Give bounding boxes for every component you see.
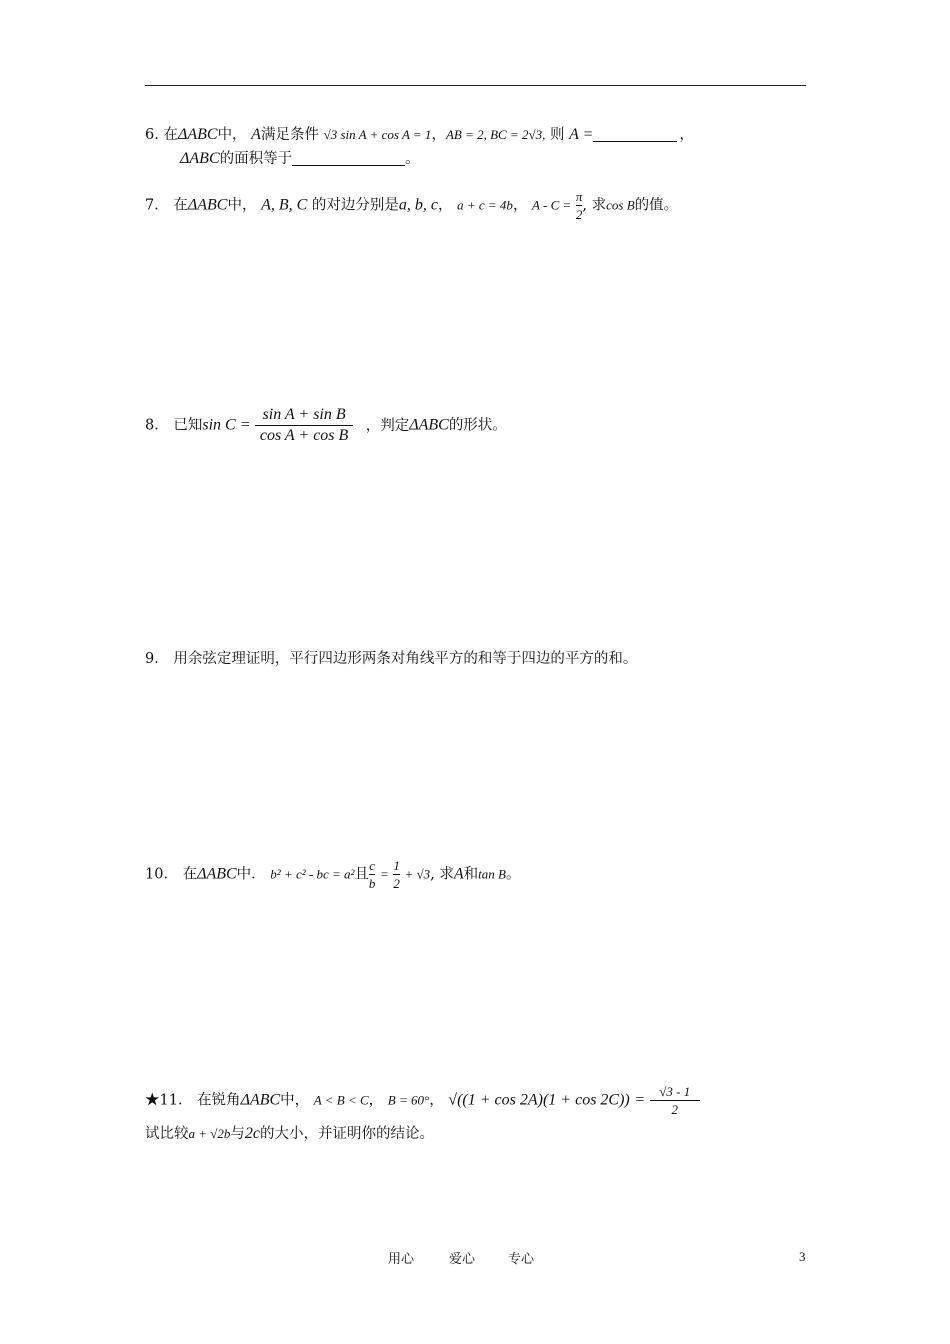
- problem-number: 6.: [145, 127, 159, 143]
- text: 在: [182, 866, 198, 883]
- text: 的面积等于: [219, 151, 293, 167]
- math-expression: √3 sin A + cos A = 1: [323, 127, 432, 142]
- denominator: 2: [650, 1100, 700, 1118]
- problem-number: 7．: [145, 197, 169, 214]
- text: ，: [679, 127, 694, 143]
- problem-number: 10．: [145, 866, 178, 883]
- text: 与: [230, 1126, 245, 1142]
- text: ，: [431, 127, 446, 143]
- math-expression: b² + c² - bc = a²: [270, 866, 355, 882]
- problem-number: 8．: [145, 417, 169, 434]
- text: ，: [438, 197, 453, 214]
- text: 的对边分别是: [311, 197, 399, 214]
- math-expression: √((1 + cos 2A)(1 + cos 2C)): [448, 1091, 630, 1109]
- text: 中，: [280, 1092, 310, 1109]
- denominator: cos A + cos B: [255, 425, 353, 446]
- star-icon: ★: [145, 1092, 160, 1109]
- text: 中，: [227, 197, 257, 214]
- denominator: b: [368, 876, 376, 891]
- math-expression: B = 60°: [387, 1092, 430, 1108]
- math-var: A: [251, 126, 261, 143]
- problem-11-line-2: [145, 1124, 434, 1144]
- math-expression: + √3: [404, 866, 431, 882]
- denominator: 2: [393, 876, 400, 891]
- triangle-symbol: ΔABC: [187, 196, 228, 214]
- text: ，: [429, 1092, 444, 1109]
- problem-9: [145, 649, 637, 669]
- text: 中．: [236, 866, 266, 883]
- text: ，: [512, 197, 528, 214]
- numerator: √3 - 1: [659, 1084, 691, 1099]
- problem-6-line-1: [145, 125, 694, 145]
- fraction: [650, 1083, 700, 1118]
- numerator: c: [369, 858, 376, 873]
- text: 满足条件: [260, 127, 319, 143]
- text: ，判定: [365, 417, 410, 434]
- triangle-symbol: ΔABC: [197, 865, 237, 883]
- problem-8: [145, 405, 507, 446]
- answer-blank[interactable]: [292, 165, 405, 166]
- text: 在: [163, 127, 178, 143]
- problem-6-line-2: [180, 149, 420, 169]
- fraction: [369, 857, 376, 892]
- text: 且: [354, 866, 369, 883]
- math-expression: A - C =: [532, 197, 572, 213]
- math-expression: sin C =: [202, 416, 251, 434]
- problem-number: 11．: [159, 1092, 193, 1109]
- math-expression: a + c = 4b: [457, 197, 513, 213]
- math-expression: a, b, c: [398, 196, 438, 214]
- answer-blank[interactable]: [593, 141, 677, 142]
- text: 的形状。: [448, 417, 507, 434]
- math-expression: =: [634, 1091, 646, 1109]
- fraction: [255, 405, 353, 446]
- math-expression: A =: [569, 126, 594, 143]
- math-expression: A < B < C: [313, 1092, 369, 1108]
- text: , 求: [582, 197, 607, 214]
- math-expression: cos B: [606, 197, 635, 213]
- denominator: 2: [575, 207, 583, 222]
- text: 在: [173, 197, 188, 214]
- math-expression: a + √2b: [188, 1126, 231, 1141]
- text: 则: [549, 127, 565, 143]
- problem-text: 用余弦定理证明，平行四边形两条对角线平方的和等于四边的平方的和。: [173, 651, 638, 667]
- numerator: sin A + sin B: [262, 406, 346, 423]
- problem-number: 9．: [145, 651, 169, 667]
- text: 在锐角: [197, 1092, 241, 1109]
- math-var: A: [453, 865, 464, 883]
- footer-item-2: 爱心: [449, 1252, 476, 1267]
- text: ，: [368, 1092, 384, 1109]
- math-expression: tan B: [478, 866, 506, 882]
- math-expression: 2c: [244, 1125, 261, 1142]
- text: 。: [505, 866, 521, 883]
- text: 和: [463, 866, 479, 883]
- page-number: 3: [799, 1249, 806, 1264]
- text: 。: [405, 151, 420, 167]
- triangle-symbol: ΔABC: [409, 416, 449, 434]
- header-rule: [145, 85, 806, 86]
- problem-10: [145, 857, 520, 892]
- text: 的大小，并证明你的结论。: [260, 1126, 435, 1142]
- footer-item-3: 专心: [508, 1252, 535, 1267]
- text: 中，: [217, 127, 247, 143]
- text: 试比较: [145, 1126, 189, 1142]
- math-expression: A, B, C: [261, 196, 308, 214]
- triangle-symbol: ΔABC: [240, 1091, 281, 1109]
- triangle-symbol: ΔABC: [177, 126, 218, 143]
- math-expression: =: [380, 866, 389, 882]
- problem-7: [145, 188, 678, 223]
- text: , 求: [430, 866, 454, 883]
- text: 的值。: [634, 197, 679, 214]
- math-expression: AB = 2, BC = 2√3,: [445, 127, 546, 142]
- footer-item-1: 用心: [388, 1252, 415, 1267]
- text: 已知: [173, 417, 203, 434]
- problem-11-line-1: [145, 1083, 700, 1118]
- triangle-symbol: ΔABC: [180, 150, 220, 167]
- numerator: π: [575, 189, 583, 204]
- fraction: [393, 857, 400, 892]
- numerator: 1: [393, 858, 400, 873]
